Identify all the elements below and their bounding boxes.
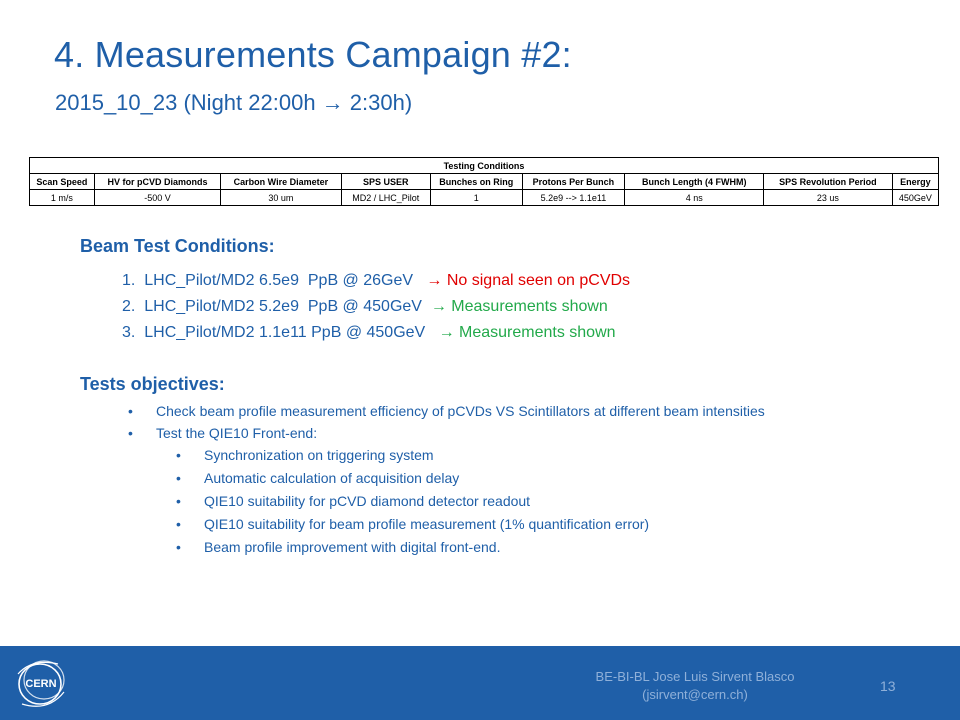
page-number: 13: [880, 678, 896, 694]
footer-author: [540, 668, 850, 704]
item-text: Automatic calculation of acquisition delay: [204, 470, 460, 486]
beam-conditions-heading: Beam Test Conditions:: [80, 236, 275, 256]
item-text: Check beam profile measurement efficiency of pCVDs VS Scintillators at different beam intensities: [156, 403, 765, 419]
item-number: 3.: [122, 324, 136, 341]
item-result: Measurements shown: [451, 298, 608, 315]
table-header-row: [30, 174, 939, 190]
slide-subtitle: [55, 90, 412, 116]
table-cell: -500 V: [94, 190, 220, 206]
right-arrow-icon: →: [426, 272, 443, 289]
table-header-cell: Carbon Wire Diameter: [221, 174, 341, 190]
list-item: [128, 424, 888, 557]
item-text: Synchronization on triggering system: [204, 447, 434, 463]
objectives-sublist: [176, 446, 888, 557]
item-text: Test the QIE10 Front-end:: [156, 425, 318, 441]
table-cell: MD2 / LHC_Pilot: [341, 190, 430, 206]
right-arrow-icon: →: [438, 324, 455, 341]
table-title-row: [30, 158, 939, 174]
list-item: [122, 320, 630, 346]
sub-list-item: [176, 492, 888, 511]
subtitle-end: 2:30h): [343, 90, 413, 115]
table-header-cell: Protons Per Bunch: [522, 174, 625, 190]
item-text: LHC_Pilot/MD2 6.5e9 PpB @ 26GeV: [144, 272, 427, 289]
subtitle-date: 2015_10_23 (Night 22:00h: [55, 90, 322, 115]
sub-list-item: [176, 538, 888, 557]
table-cell: 1 m/s: [30, 190, 95, 206]
item-text: LHC_Pilot/MD2 1.1e11 PpB @ 450GeV: [144, 324, 439, 341]
sub-list-item: [176, 446, 888, 465]
list-item: [122, 268, 630, 294]
item-text: QIE10 suitability for beam profile measurement (1% quantification error): [204, 516, 650, 532]
slide-title: 4. Measurements Campaign #2:: [54, 34, 572, 75]
cern-logo-icon: [12, 654, 70, 712]
item-result: No signal seen on pCVDs: [446, 272, 631, 289]
table-cell: 450GeV: [892, 190, 938, 206]
table-cell: 5.2e9 --> 1.1e11: [522, 190, 625, 206]
right-arrow-icon: →: [430, 298, 447, 315]
table-header-cell: Bunch Length (4 FWHM): [625, 174, 764, 190]
table-cell: 23 us: [764, 190, 893, 206]
table-header-cell: HV for pCVD Diamonds: [94, 174, 220, 190]
table-header-cell: SPS USER: [341, 174, 430, 190]
sub-list-item: [176, 469, 888, 488]
testing-conditions-table: [29, 157, 939, 206]
logo-text: CERN: [25, 678, 57, 690]
objectives-list: [128, 402, 888, 561]
objectives-heading: Tests objectives:: [80, 374, 225, 394]
table-header-cell: SPS Revolution Period: [764, 174, 893, 190]
beam-conditions-list: [122, 268, 630, 346]
author-name: BE-BI-BL Jose Luis Sirvent Blasco: [595, 669, 795, 684]
author-email: (jsirvent@cern.ch): [642, 687, 748, 702]
sub-list-item: [176, 515, 888, 534]
item-text: LHC_Pilot/MD2 5.2e9 PpB @ 450GeV: [144, 298, 431, 315]
table-cell: 4 ns: [625, 190, 764, 206]
footer-bar: [0, 646, 960, 720]
item-number: 1.: [122, 272, 136, 289]
right-arrow-icon: →: [321, 90, 344, 115]
table-row: [30, 190, 939, 206]
table-cell: 30 um: [221, 190, 341, 206]
item-text: Beam profile improvement with digital front-end.: [204, 539, 501, 555]
table-header-cell: Energy: [892, 174, 938, 190]
item-text: QIE10 suitability for pCVD diamond detector readout: [204, 493, 531, 509]
list-item: [122, 294, 630, 320]
table-cell: 1: [431, 190, 523, 206]
list-item: [128, 402, 888, 421]
table-header-cell: Bunches on Ring: [431, 174, 523, 190]
item-number: 2.: [122, 298, 136, 315]
table-header-cell: Scan Speed: [30, 174, 95, 190]
item-result: Measurements shown: [459, 324, 616, 341]
table-title: Testing Conditions: [30, 158, 939, 174]
